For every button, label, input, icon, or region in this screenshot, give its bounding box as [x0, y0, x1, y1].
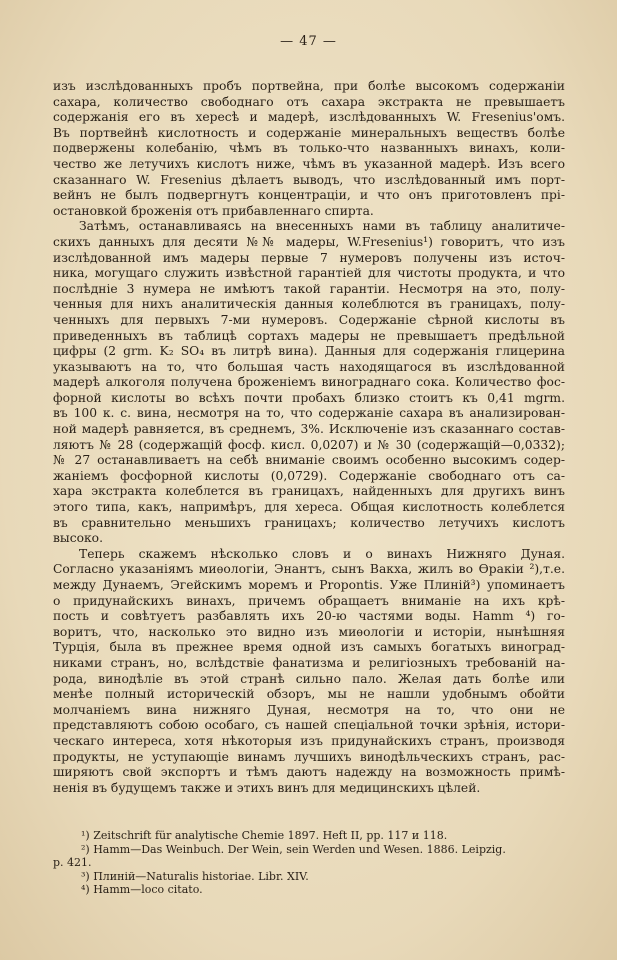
footnote: ⁴) Hamm—loco citato.: [81, 883, 203, 897]
text-line: форной кислоты во всѣхъ почти пробахъ близко стоитъ къ 0,41 mgrm.: [53, 390, 565, 405]
text-line: чество же летучихъ кислотъ ниже, чѣмъ въ указанной мадерѣ. Изъ всего: [53, 156, 565, 171]
footnotes: [53, 829, 565, 897]
text-line: никами странъ, но, вслѣдствiе фанатизма и религiозныхъ требованiй на-: [53, 655, 565, 670]
text-line: пость и совѣтуетъ разбавлять ихъ 20-ю частями воды. Hamm ⁴) го-: [53, 609, 565, 624]
text-line: ширяютъ свой экспортъ и тѣмъ даютъ надежду на возможность примѣ-: [53, 765, 565, 780]
text-line: воритъ, что, насколько это видно изъ миѳологiи и исторiи, нынѣшняя: [53, 624, 565, 639]
text-line: № 27 останавливаетъ на себѣ вниманiе своимъ особенно высокимъ содер-: [53, 453, 565, 468]
text-line: изъ изслѣдованныхъ пробъ портвейна, при болѣе высокомъ содержанiи: [53, 79, 565, 93]
text-line: Въ портвейнѣ кислотность и содержанiе минеральныхъ веществъ болѣе: [53, 125, 565, 140]
text-line: ческаго интереса, хотя нѣкоторыя изъ придунайскихъ странъ, производя: [53, 733, 565, 748]
text-line: хара экстракта колеблется въ границахъ, найденныхъ для другихъ винъ: [53, 484, 565, 499]
text-line: приведенныхъ въ таблицѣ сортахъ мадеры не превышаетъ предѣльной: [53, 328, 565, 343]
text-line: Согласно указанiямъ миѳологiи, Энантъ, сынъ Вакха, жилъ во Ѳракiи ²),т.е.: [53, 562, 565, 577]
text-line: цифры (2 grm. K₂ SO₄ въ литрѣ вина). Данныя для содержанiя глицерина: [53, 344, 565, 359]
text-line: молчанiемъ вина нижняго Дуная, несмотря на то, что они не: [53, 702, 565, 717]
text-line: этого типа, какъ, напримѣръ, для хереса. Общая кислотность колеблется: [53, 500, 565, 515]
text-line: въ сравнительно меньшихъ границахъ; количество летучихъ кислотъ: [53, 515, 565, 530]
text-line: вейнъ не былъ подвергнутъ концентрацiи, и что онъ приготовленъ прi-: [53, 188, 565, 203]
text-line: о придунайскихъ винахъ, причемъ обращаетъ вниманiе на ихъ крѣ-: [53, 593, 565, 608]
text-line: сахара, количество свободнаго отъ сахара экстракта не превышаетъ: [53, 94, 565, 109]
text-line: содержанiя его въ хересѣ и мадерѣ, изслѣдованныхъ W. Fresenius'омъ.: [53, 110, 565, 125]
text-line: Затѣмъ, останавливаясь на внесенныхъ нами въ таблицу аналитиче-: [79, 219, 565, 234]
text-line: подвержены колебанiю, чѣмъ въ только-что названныхъ винахъ, коли-: [53, 141, 565, 156]
text-line: менѣе полный историческiй обзоръ, мы не нашли удобнымъ обойти: [53, 687, 565, 702]
text-line: изслѣдованной имъ мадеры первые 7 нумеровъ получены изъ источ-: [53, 250, 565, 265]
text-line: представляютъ собою особаго, съ нашей спецiальной точки зрѣнiя, истори-: [53, 718, 565, 733]
footnote: p. 421.: [53, 856, 92, 870]
footnote: ³) Плинiй—Naturalis historiae. Libr. XIV.: [81, 869, 309, 883]
text-line: ченныя для нихъ аналитическiя данныя колеблются въ границахъ, полу-: [53, 297, 565, 312]
text-line: жанiемъ фосфорной кислоты (0,0729). Содержанiе свободнаго отъ са-: [53, 468, 565, 483]
text-line: мадерѣ алкоголя получена броженiемъ винограднаго сока. Количество фос-: [53, 375, 565, 390]
text-line: высоко.: [53, 531, 103, 546]
footnote: ¹) Zeitschrift für analytische Chemie 1897. Heft II, pp. 117 и 118.: [81, 829, 448, 842]
text-line: въ 100 к. с. вина, несмотря на то, что содержанiе сахара въ анализирован-: [53, 406, 565, 421]
text-line: Турцiя, была въ прежнее время одной изъ самыхъ богатыхъ виноград-: [53, 640, 565, 655]
text-line: остановкой броженiя отъ прибавленнаго спирта.: [53, 203, 374, 218]
text-line: ненiя въ будущемъ также и этихъ винъ для медицинскихъ цѣлей.: [53, 780, 481, 795]
text-line: сказаннаго W. Fresenius дѣлаетъ выводъ, что изслѣдованный имъ порт-: [53, 172, 565, 187]
text-line: ченныхъ для первыхъ 7-ми нумеровъ. Содержанiе сѣрной кислоты въ: [53, 312, 565, 327]
footnote: ²) Hamm—Das Weinbuch. Der Wein, sein Werden und Wesen. 1886. Leipzig.: [81, 842, 506, 856]
text-line: ника, могущаго служить извѣстной гарантiей для чистоты продукта, и что: [53, 266, 565, 281]
text-line: указываютъ на то, что большая часть находящагося въ изслѣдованной: [53, 359, 565, 374]
body-text: [53, 79, 565, 796]
text-line: рода, винодѣлiе въ этой странѣ сильно пало. Желая дать болѣе или: [53, 671, 565, 686]
text-line: между Дунаемъ, Эгейскимъ моремъ и Propontis. Уже Плинiй³) упоминаетъ: [53, 578, 565, 592]
text-line: ляютъ № 28 (содержащiй фосф. кисл. 0,0207) и № 30 (содержащiй—0,0332);: [53, 437, 565, 452]
text-line: послѣднiе 3 нумера не имѣютъ такой гарантiи. Несмотря на это, полу-: [53, 281, 565, 296]
text-line: ной мадерѣ равняется, въ среднемъ, 3%. Исключенiе изъ сказаннаго состав-: [53, 422, 565, 437]
text-line: скихъ данныхъ для десяти №№ мадеры, W.Fresenius¹) говоритъ, что изъ: [53, 234, 565, 249]
text-line: Теперь скажемъ нѣсколько словъ и о винахъ Нижняго Дуная.: [79, 546, 565, 561]
page-number: — 47 —: [280, 34, 337, 49]
text-line: продукты, не уступающiе винамъ лучшихъ винодѣльческихъ странъ, рас-: [53, 749, 565, 764]
